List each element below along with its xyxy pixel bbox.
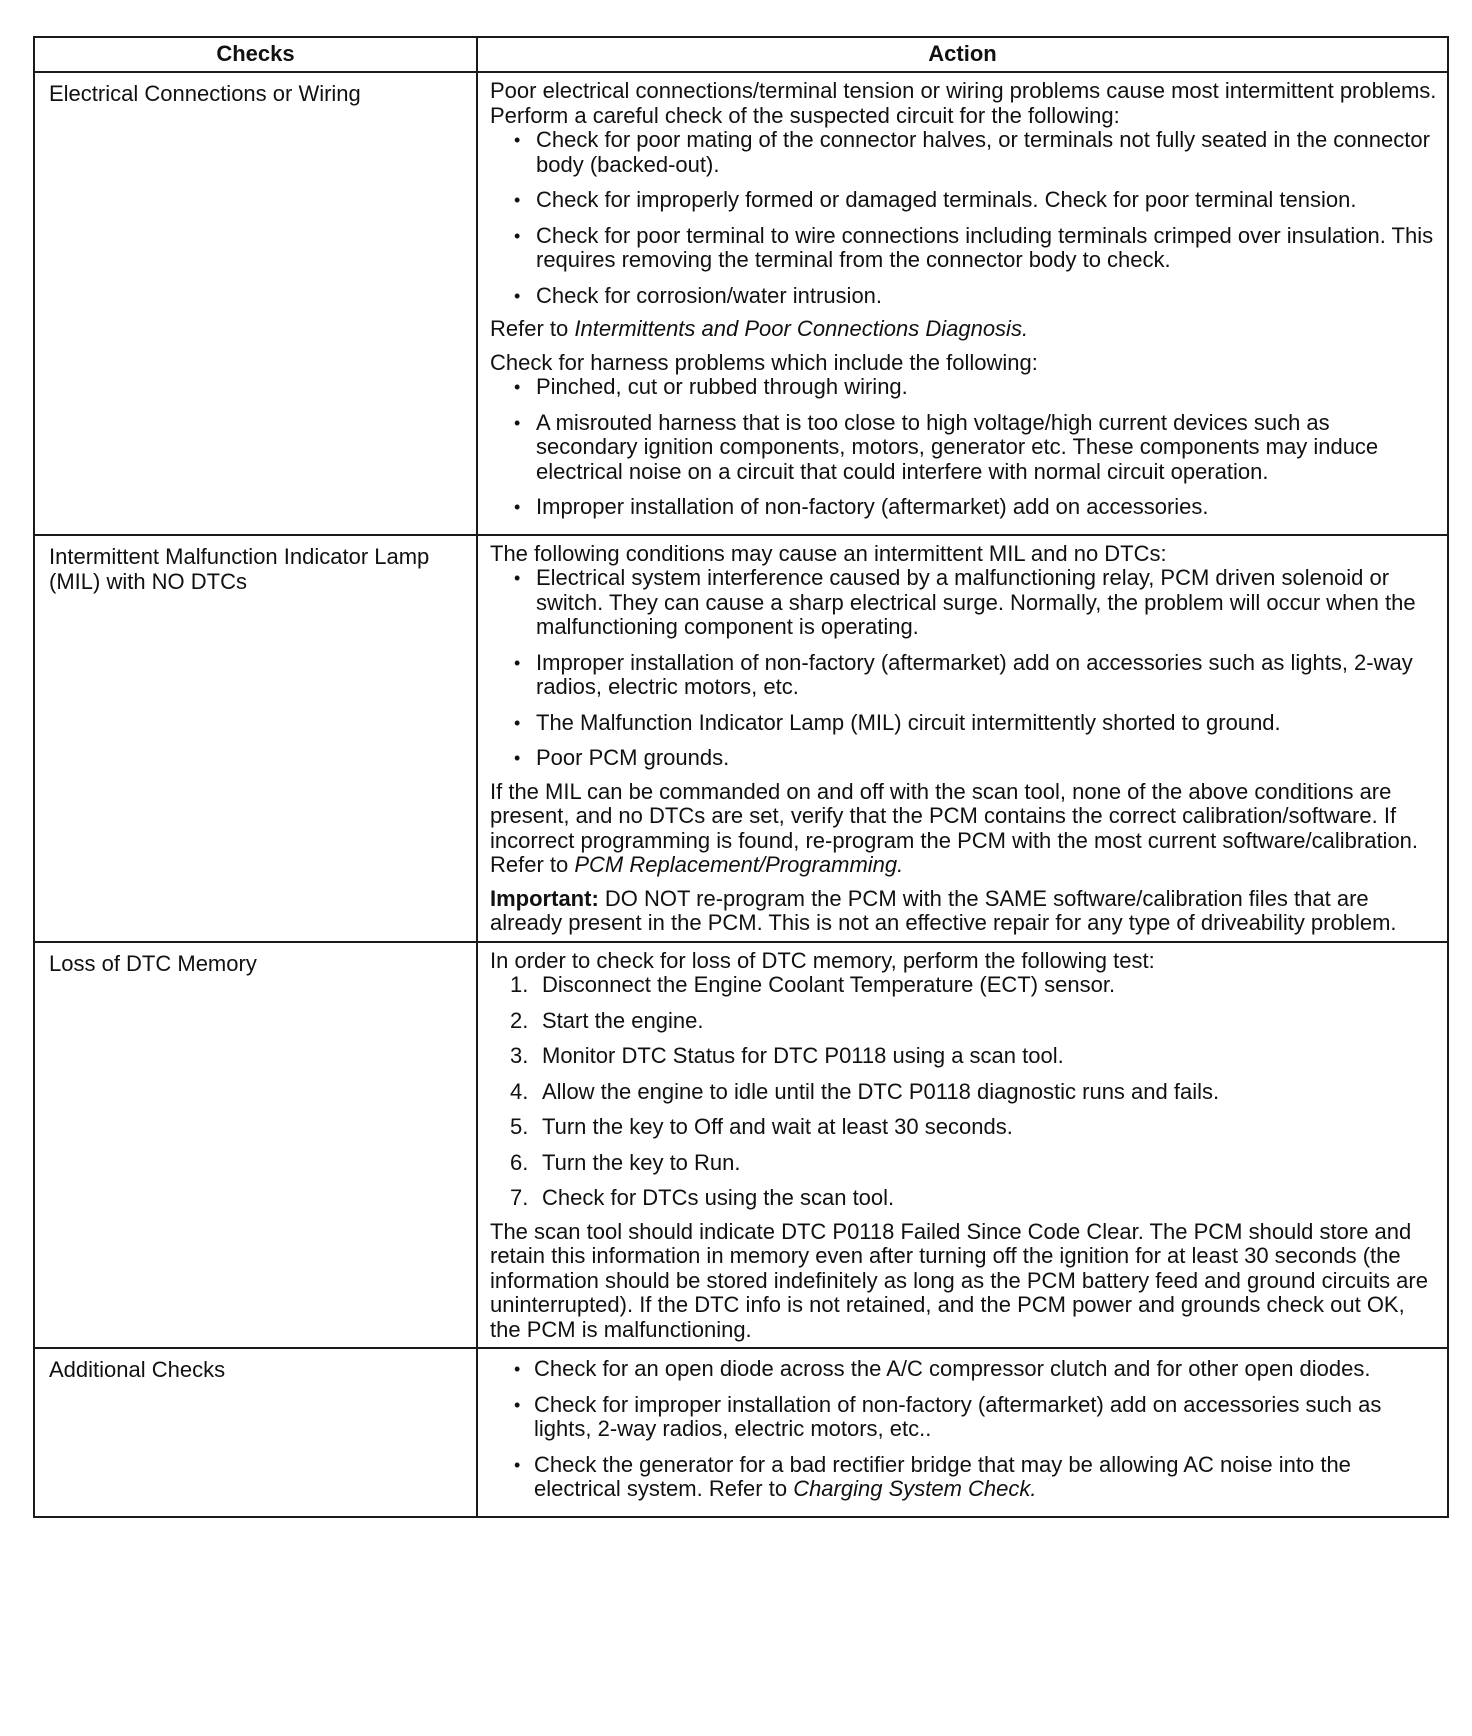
table-row-dtc [34,942,1448,1349]
list-item: • Check for improper installation of non-factory (aftermarket) add on accessories such as lights, 2-way radios, electric motors, etc.. [490,1393,1437,1442]
header-action: Action [477,37,1448,72]
list-item [490,1080,1437,1105]
list-item: • Check for corrosion/water intrusion. [490,284,1437,309]
step-text: Start the engine. [542,1007,704,1033]
electrical-intro: Poor electrical connections/terminal tension or wiring problems cause most intermittent problems. Perform a careful check of the suspected circuit for the following: [490,78,1437,128]
list-item: • Check for improperly formed or damaged terminals. Check for poor terminal tension. [490,188,1437,213]
mil-bullets [490,566,1437,771]
step-number: 6. [510,1149,529,1175]
step-number: 5. [510,1114,529,1139]
step-text: Turn the key to Run. [542,1149,741,1175]
diagnostic-table [33,36,1449,1518]
list-item: • Check for an open diode across the A/C compressor clutch and for other open diodes. [490,1357,1437,1382]
mil-intro: The following conditions may cause an intermittent MIL and no DTCs: [490,540,1167,566]
list-item [490,1009,1437,1034]
header-row [34,37,1448,72]
list-item [490,1044,1437,1069]
step-text: Check for DTCs using the scan tool. [542,1185,895,1210]
check-additional: Additional Checks [34,1348,477,1517]
list-item: • Check for poor terminal to wire connections including terminals crimped over insulation. This requires removing the terminal from the connector body to check. [490,224,1437,273]
step-text: Allow the engine to idle until the DTC P0118 diagnostic runs and fails. [542,1078,1220,1104]
table-row-additional [34,1348,1448,1517]
mil-para-text: If the MIL can be commanded on and off with the scan tool, none of the above conditions are present, and no DTCs are set, verify that the PCM contains the correct calibration/software. If incorrect programming is found, re-program the PCM with the most current software/calibration. Refer to [490,778,1419,877]
list-item: • Improper installation of non-factory (aftermarket) add on accessories. [490,495,1437,520]
dtc-paragraph: The scan tool should indicate DTC P0118 Failed Since Code Clear. The PCM should store and retain this information in memory even after turning off the ignition for at least 30 seconds (the information should be stored indefinitely as long as the PCM battery feed and ground circuits are uninterrupted). If the DTC info is not retained, and the PCM power and grounds check out OK, the PCM is malfunctioning. [490,1218,1428,1342]
check-dtc: Loss of DTC Memory [34,942,477,1349]
important-label: Important: [490,885,599,911]
list-item [490,1186,1437,1211]
table-row-electrical [34,72,1448,535]
action-electrical [477,72,1448,535]
last-bullet-text: Check the generator for a bad rectifier bridge that may be allowing AC noise into the electrical system. Refer to [534,1451,1351,1501]
mil-important [490,887,1437,936]
step-text: Disconnect the Engine Coolant Temperature (ECT) sensor. [542,972,1116,997]
check-mil: Intermittent Malfunction Indicator Lamp (MIL) with NO DTCs [34,535,477,942]
last-bullet-link: Charging System Check. [793,1476,1037,1501]
step-number: 1. [510,972,529,997]
dtc-steps [490,973,1437,1211]
important-text: DO NOT re-program the PCM with the SAME software/calibration files that are already present in the PCM. This is not an effective repair for any type of driveability problem. [490,885,1397,935]
list-item: • Poor PCM grounds. [490,746,1437,771]
step-number: 3. [510,1043,529,1068]
refer-link: Intermittents and Poor Connections Diagnosis. [574,316,1029,341]
step-number: 7. [510,1185,529,1210]
harness-bullets [490,375,1437,520]
list-item [490,1151,1437,1176]
list-item: • Improper installation of non-factory (aftermarket) add on accessories such as lights, 2-way radios, electric motors, etc. [490,651,1437,700]
mil-paragraph [490,780,1437,878]
list-item: • The Malfunction Indicator Lamp (MIL) circuit intermittently shorted to ground. [490,711,1437,736]
list-item: • A misrouted harness that is too close to high voltage/high current devices such as secondary ignition components, motors, generator etc. These components may induce electrical noise on a circuit that could interfere with normal circuit operation. [490,411,1437,485]
table-row-mil [34,535,1448,942]
electrical-bullets [490,128,1437,308]
list-item: • Electrical system interference caused by a malfunctioning relay, PCM driven solenoid or switch. They can cause a sharp electrical surge. Normally, the problem will occur when the malfunctioning component is operating. [490,566,1437,640]
refer-prefix: Refer to [490,316,575,341]
list-item [490,1453,1437,1502]
header-checks: Checks [34,37,477,72]
list-item [490,1115,1437,1140]
electrical-refer [490,317,1437,342]
step-text: Monitor DTC Status for DTC P0118 using a scan tool. [542,1043,1064,1068]
list-item: • Check for poor mating of the connector halves, or terminals not fully seated in the connector body (backed-out). [490,128,1437,177]
action-dtc [477,942,1448,1349]
action-mil [477,535,1448,942]
step-text: Turn the key to Off and wait at least 30 seconds. [542,1114,1013,1139]
step-number: 2. [510,1007,529,1033]
additional-bullets [490,1357,1437,1502]
list-item: • Pinched, cut or rubbed through wiring. [490,375,1437,400]
list-item [490,973,1437,998]
check-electrical: Electrical Connections or Wiring [34,72,477,535]
step-number: 4. [510,1078,529,1104]
dtc-intro: In order to check for loss of DTC memory, perform the following test: [490,947,1155,973]
action-additional [477,1348,1448,1517]
harness-intro: Check for harness problems which include the following: [490,349,1038,375]
mil-para-link: PCM Replacement/Programming. [574,852,904,877]
